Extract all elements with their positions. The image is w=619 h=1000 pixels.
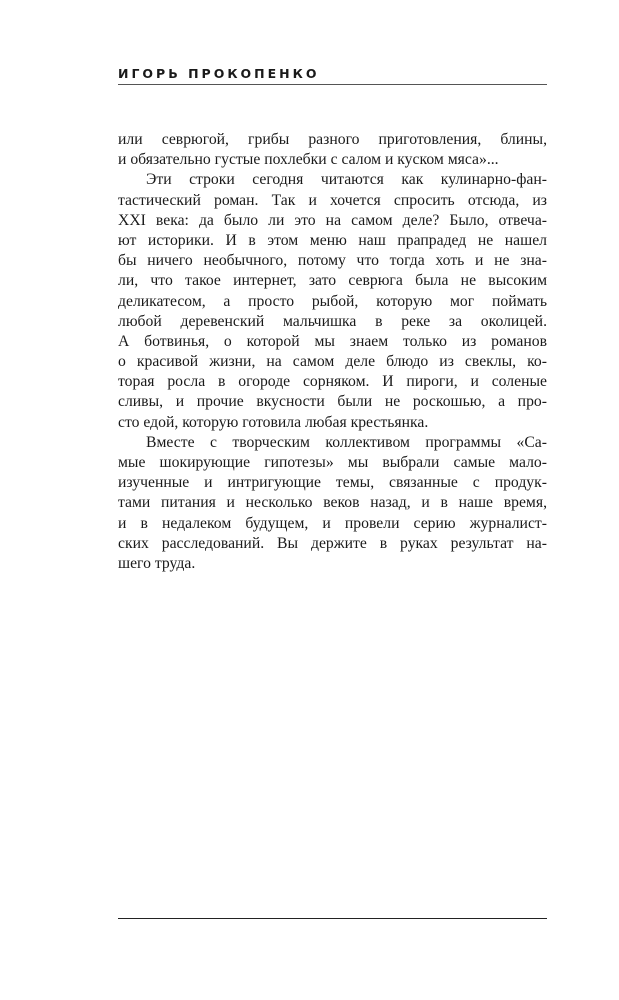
text-line: мые шокирующие гипотезы» мы выбрали самые мало- [118,454,547,471]
text-line: сливы, и прочие вкусности были не роскошью, а про- [118,393,547,411]
text-line: и обязательно густые похлебки с салом и куском мяса»... [118,151,499,169]
text-line: любой деревенский мальчишка в реке за околицей. [118,312,547,330]
text-line: шего труда. [118,554,196,572]
header-rule [118,84,547,85]
text-line: деликатесом, а просто рыбой, которую мог поймать [118,292,547,310]
paragraph-menu-history [118,170,547,432]
text-line: Эти строки сегодня читаются как кулинарно-фан- [146,171,547,189]
footer-rule [118,918,547,919]
text-line: или севрюгой, грибы разного приготовления, блины, [118,131,547,148]
text-line: ют историки. И в этом меню наш прапрадед не нашел [118,231,547,249]
text-line: о красивой жизни, на самом деле блюдо из свеклы, ко- [118,353,547,371]
text-line: сто едой, которую готовила любая крестьянка. [118,413,429,431]
text-line: ских расследований. Вы держите в руках результат на- [118,534,547,552]
paragraph-continued [118,130,547,170]
text-line: Вместе с творческим коллективом программы «Са- [146,433,547,451]
text-line: торая росла в огороде сорняком. И пироги, и соленые [118,373,547,391]
paragraph-program-intro [118,433,547,574]
text-line: и в недалеком будущем, и провели серию журналист- [118,514,547,532]
text-line: бы ничего необычного, потому что тогда хоть и не зна- [118,252,547,270]
text-line: XXI века: да было ли это на самом деле? Было, отвеча- [118,211,547,229]
text-line: А ботвинья, о которой мы знаем только из романов [118,332,547,350]
text-line: ли, что такое интернет, зато севрюга была не высоким [118,272,547,290]
text-line: изученные и интригующие темы, связанные с продук- [118,474,547,492]
body-text [118,130,547,574]
text-line: тами питания и несколько веков назад, и в наше время, [118,494,547,512]
running-head-author: ИГОРЬ ПРОКОПЕНКО [118,66,320,81]
text-line: тастический роман. Так и хочется спросить отсюда, из [118,191,547,209]
